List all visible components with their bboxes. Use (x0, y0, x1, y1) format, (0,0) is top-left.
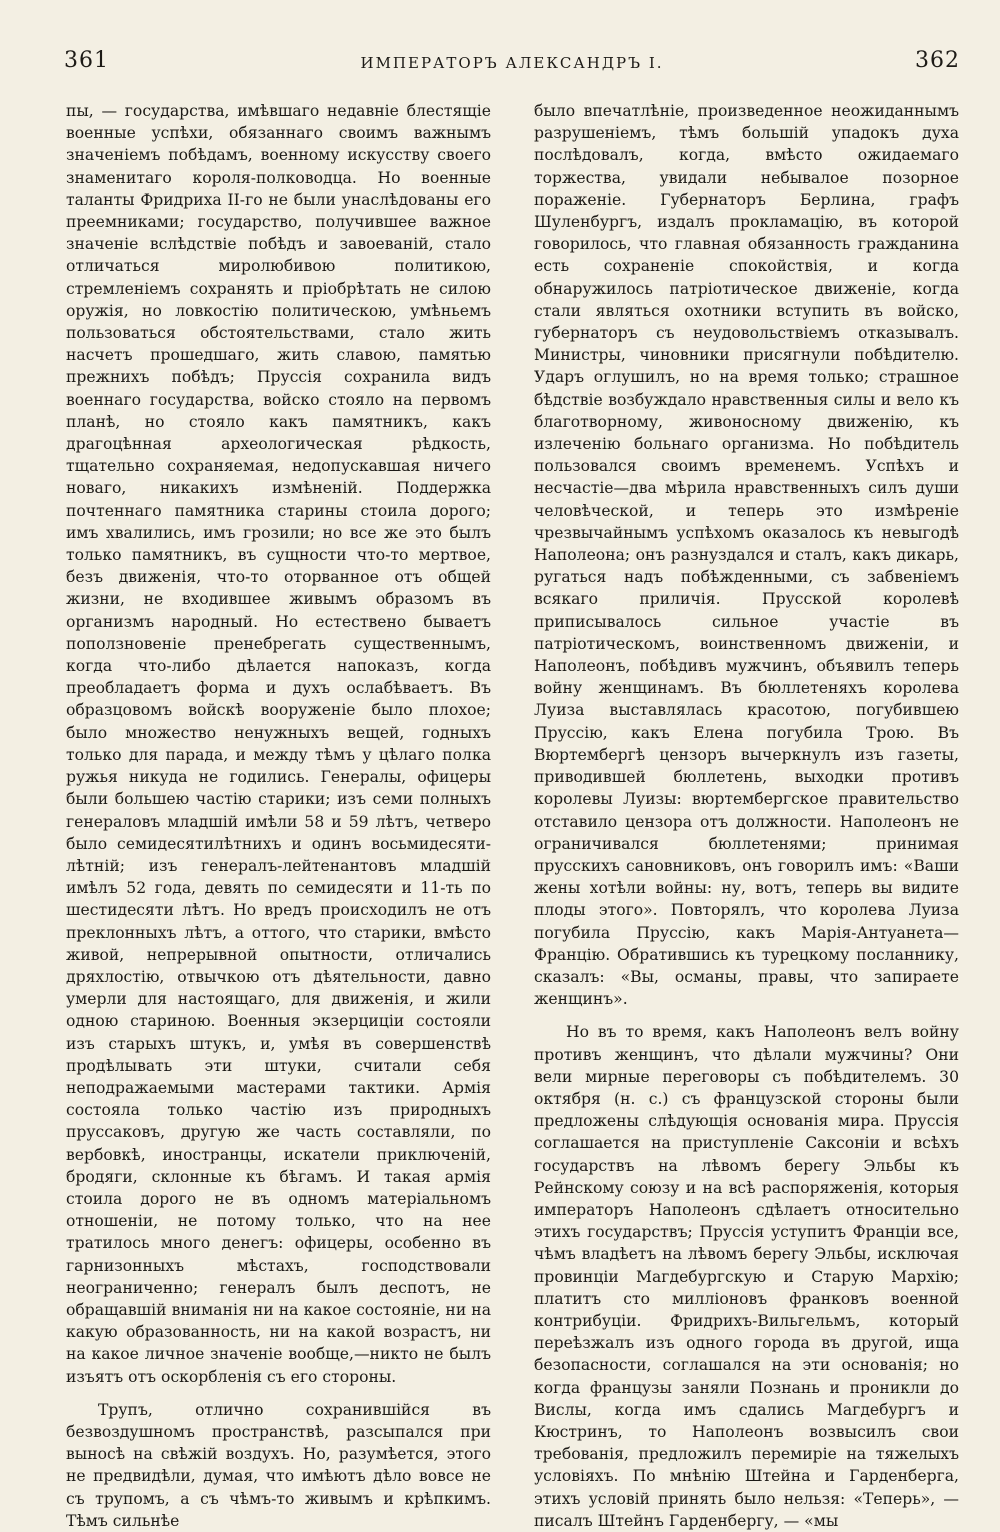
running-title: ИМПЕРАТОРЪ АЛЕКСАНДРЪ I. (360, 54, 664, 72)
page-number-right: 362 (915, 48, 960, 73)
page-header (64, 48, 960, 84)
paragraph: Трупъ, отлично сохранившійся въ безвоздушномъ пространствѣ, разсыпался при выносѣ на свѣжій воздухъ. Но, разумѣется, этого не предвидѣли, думая, что имѣютъ дѣло вовсе не съ трупомъ, а съ чѣмъ-то живымъ и крѣпкимъ. Тѣмъ сильнѣе (66, 1400, 491, 1530)
paragraph: Но въ то время, какъ Наполеонъ велъ войну противъ женщинъ, что дѣлали мужчины? Они вели мирные переговоры съ побѣдителемъ. 30 октября (н. с.) съ французской стороны были предложены слѣдующія основанія мира. Пруссія соглашается на приступленіе Саксоніи и всѣхъ государствъ на лѣвомъ берегу Эльбы къ Рейнскому союзу и на всѣ распоряженія, которыя императоръ Наполеонъ сдѣлаетъ относительно этихъ государствъ; Пруссія уступитъ Франціи все, чѣмъ владѣетъ на лѣвомъ берегу Эльбы, исключая провинціи Магдебургскую и Старую Мархію; платитъ сто милліоновъ франковъ военной контрибуціи. Фридрихъ-Вильгельмъ, который переѣзжалъ изъ одного города въ другой, ища безопасности, соглашался на эти основанія; но когда французы заняли Познань и проникли до Вислы, когда имъ сдались Магдебургъ и Кюстринъ, то Наполеонъ возвысилъ свои требованія, предложилъ перемиріе на тяжелыхъ условіяхъ. По мнѣнію Штейна и Гарденберга, этихъ условій принять было нельзя: «Теперь», — писалъ Штейнъ Гарденбергу, — «мы (534, 1023, 959, 1530)
paragraph: было впечатлѣніе, произведенное неожиданнымъ разрушеніемъ, тѣмъ большій упадокъ духа послѣдовалъ, когда, вмѣсто ожидаемаго торжества, увидали небывалое позорное пораженіе. Губернаторъ Берлина, графъ Шуленбургъ, издалъ прокламацію, въ которой говорилось, что главная обязанность гражданина есть сохраненіе спокойствія, и когда обнаружилось патріотическое движеніе, когда стали являться охотники вступить въ войско, губернаторъ съ неудовольствіемъ отказывалъ. Министры, чиновники присягнули побѣдителю. Ударъ оглушилъ, но на время только; страшное бѣдствіе возбуждало нравственныя силы и вело къ благотворному, живоносному движенію, къ излеченію больнаго организма. Но побѣдитель пользовался своимъ временемъ. Успѣхъ и несчастіе—два мѣрила нравственныхъ силъ души человѣческой, и теперь это измѣреніе чрезвычайнымъ успѣхомъ оказалось къ невыгодѣ Наполеона; онъ разнуздался и сталъ, какъ дикарь, ругаться надъ побѣжденными, съ забвеніемъ всякаго приличія. Прусской королевѣ приписывалось сильное участіе въ патріотическомъ, воинственномъ движеніи, и Наполеонъ, побѣдивъ мужчинъ, объявилъ теперь войну женщинамъ. Въ бюллетеняхъ королева Луиза выставлялась красотою, погубившею Пруссію, какъ Елена погубила Трою. Въ Вюртембергѣ цензоръ вычеркнулъ изъ газеты, приводившей бюллетень, выходки противъ королевы Луизы: вюртембергское правительство отставило цензора отъ должности. Наполеонъ не ограничивался бюллетенями; принимая прусскихъ сановниковъ, онъ говорилъ имъ: «Ваши жены хотѣли войны: ну, вотъ, теперь вы видите плоды этого». Повторялъ, что королева Луиза погубила Пруссію, какъ Марія-Антуанета—Францію. Обратившись къ турецкому посланнику, сказалъ: «Вы, османы, правы, что запираете женщинъ». (534, 102, 959, 1009)
page-number-left: 361 (64, 48, 109, 73)
paragraph: пы, — государства, имѣвшаго недавніе блестящіе военные успѣхи, обязаннаго своимъ важнымъ значеніемъ побѣдамъ, военному искусству своего знаменитаго короля-полководца. Но военные таланты Фридриха II-го не были унаслѣдованы его преемниками; государство, получившее важное значеніе вслѣдствіе побѣдъ и завоеваній, стало отличаться миролюбивою политикою, стремленіемъ сохранять и пріобрѣтать не силою оружія, но ловкостію политическою, умѣньемъ пользоваться обстоятельствами, стало жить насчетъ прошедшаго, жить славою, памятью прежнихъ побѣдъ; Пруссія сохранила видъ военнаго государства, войско стояло на первомъ планѣ, но стояло какъ памятникъ, какъ драгоцѣнная археологическая рѣдкость, тщательно сохраняемая, недопускавшая ничего новаго, никакихъ измѣненій. Поддержка почтеннаго памятника старины стоила дорого; имъ хвалились, имъ грозили; но все же это былъ только памятникъ, въ сущности что-то мертвое, безъ движенія, что-то оторванное отъ общей жизни, не входившее живымъ образомъ въ организмъ народный. Но естествено бываетъ поползновеніе пренебрегать существеннымъ, когда что-либо дѣлается напоказъ, когда преобладаетъ форма и духъ ослабѣваетъ. Въ образцовомъ войскѣ вооруженіе было плохое; было множество ненужныхъ вещей, годныхъ только для парада, и между тѣмъ у цѣлаго полка ружья никуда не годились. Генералы, офицеры были большею частію старики; изъ семи полныхъ генераловъ младшій имѣли 58 и 59 лѣтъ, четверо было семидесятилѣтнихъ и одинъ восьмидесяти-лѣтній; изъ генералъ-лейтенантовъ младшій имѣлъ 52 года, девять по семидесяти и 11-ть по шестидесяти лѣтъ. Но вредъ происходилъ не отъ преклонныхъ лѣтъ, а оттого, что старики, вмѣсто живой, непрерывной опытности, отличались дряхлостію, отвычкою отъ дѣятельности, давно умерли для настоящаго, для движенія, и жили одною стариною. Военныя экзерциціи состояли изъ старыхъ штукъ, и, умѣя въ совершенствѣ продѣлывать эти штуки, считали себя неподражаемыми мастерами тактики. Армія состояла только частію изъ природныхъ пруссаковъ, другую же часть составляли, по вербовкѣ, иностранцы, искатели приключеній, бродяги, склонные къ бѣгамъ. И такая армія стоила дорого не въ одномъ матеріальномъ отношеніи, не потому только, что на нее тратилось много денегъ: офицеры, особенно въ гарнизонныхъ мѣстахъ, господствовали неограниченно; генералъ былъ деспотъ, не обращавшій вниманія ни на какое состояніе, ни на какую образованность, ни на какой возрастъ, ни на какое личное значеніе вообще,—никто не былъ изъятъ отъ оскорбленія съ его стороны. (66, 102, 491, 1386)
right-column (534, 100, 959, 1532)
left-column (66, 100, 491, 1532)
